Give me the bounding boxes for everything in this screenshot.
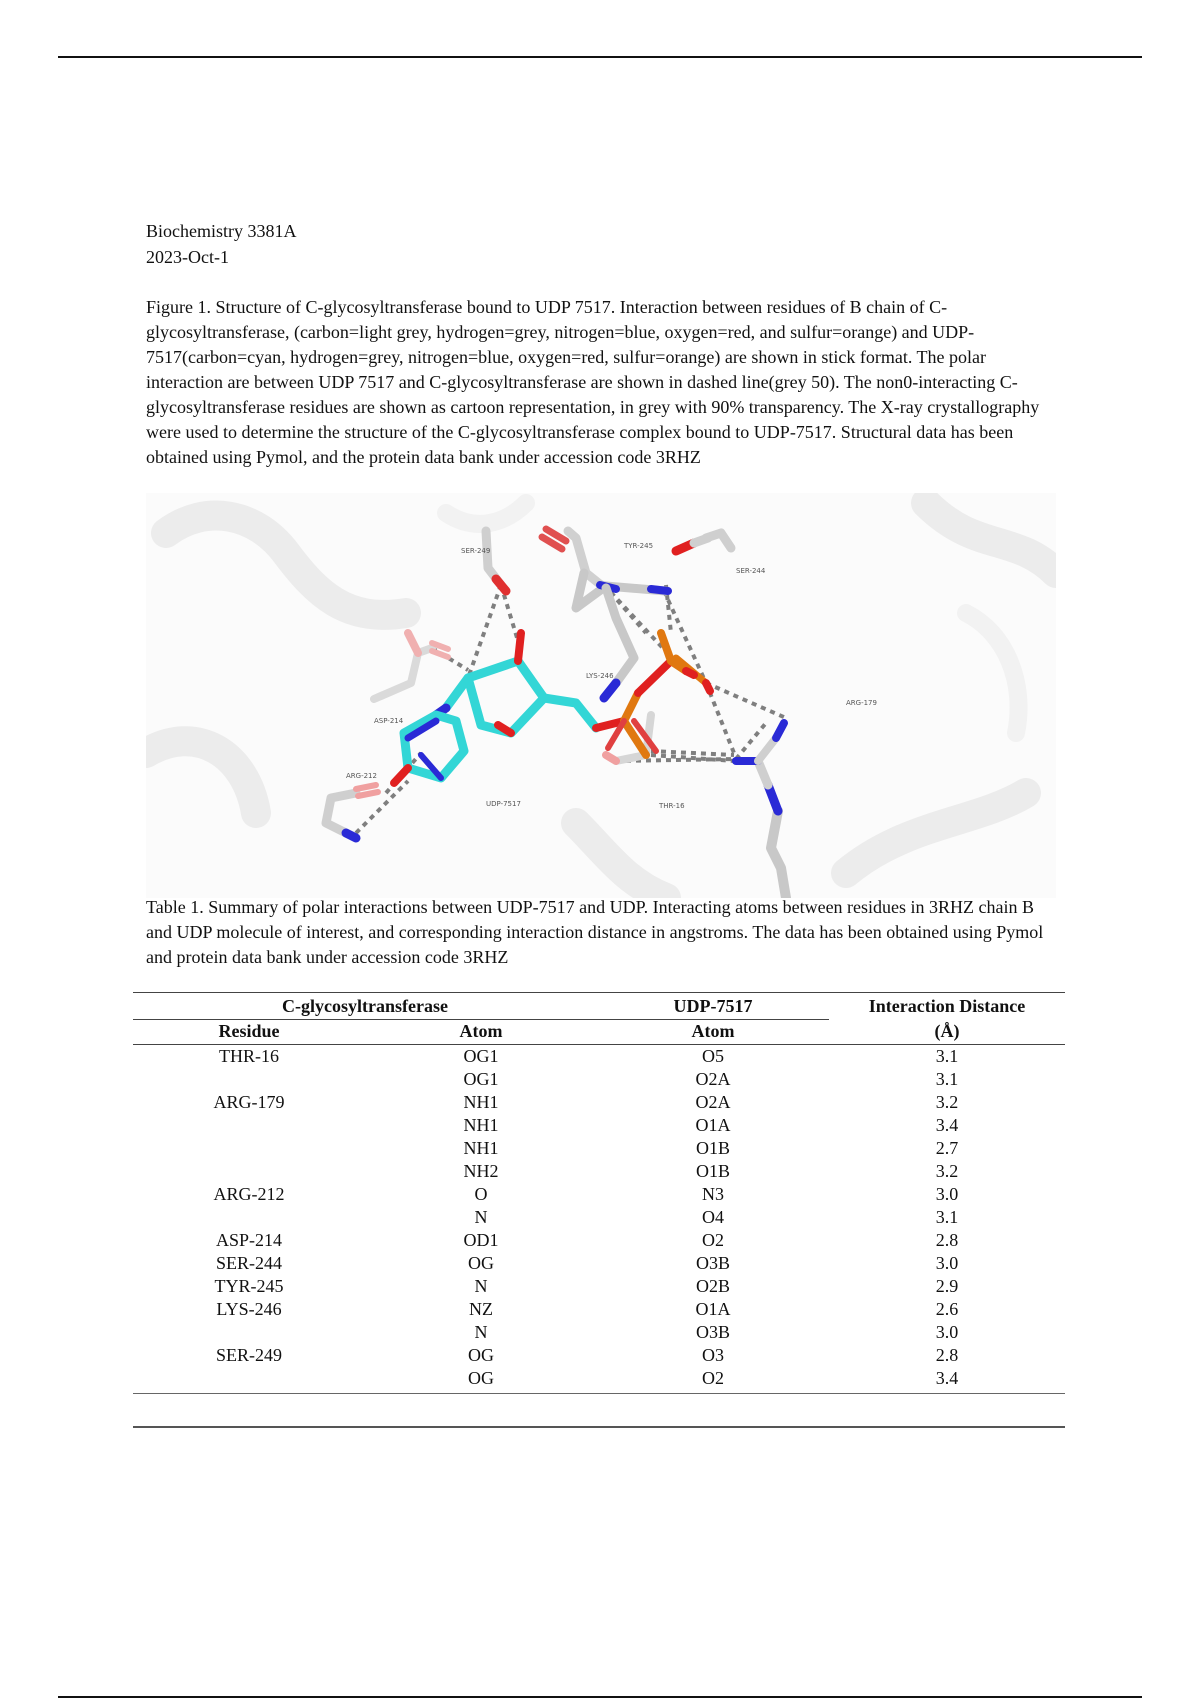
cell-distance: 2.8	[935, 1345, 959, 1365]
cell-ligand-atom: O3	[702, 1345, 724, 1365]
cell-distance: 3.4	[829, 1367, 1065, 1394]
cell-protein-atom: N	[474, 1322, 488, 1342]
cell-ligand-atom: O2A	[695, 1069, 731, 1089]
cell-distance: 3.1	[935, 1046, 959, 1066]
cell-residue	[133, 1367, 365, 1394]
table-row	[133, 1229, 1065, 1252]
cell-distance: 3.0	[935, 1184, 959, 1204]
table-row	[133, 1275, 1065, 1298]
cell-distance: 3.2	[935, 1161, 959, 1181]
cell-residue: SER-244	[215, 1253, 282, 1273]
column-header-ligand-atom: Atom	[597, 1020, 829, 1045]
cell-residue: THR-16	[219, 1046, 279, 1066]
structure-render	[146, 493, 1056, 898]
interaction-table-container	[133, 992, 1065, 1394]
cell-ligand-atom: O1A	[695, 1299, 731, 1319]
table-row	[133, 1114, 1065, 1137]
cell-residue: LYS-246	[216, 1299, 282, 1319]
cell-residue: SER-249	[215, 1345, 282, 1365]
cell-protein-atom: OD1	[463, 1230, 499, 1250]
table-row	[133, 1045, 1065, 1069]
cell-protein-atom: NZ	[469, 1299, 493, 1319]
distance-header-unit: (Å)	[934, 1020, 960, 1041]
cell-residue	[133, 1137, 365, 1160]
molecular-structure-figure	[146, 493, 1056, 898]
polar-contacts	[356, 585, 786, 833]
table-row	[133, 1367, 1065, 1394]
group-header-protein: C-glycosyltransferase	[133, 993, 597, 1020]
cell-ligand-atom: O1B	[695, 1161, 730, 1181]
label-ser-244: SER-244	[736, 567, 766, 575]
cell-residue	[133, 1321, 365, 1344]
cell-ligand-atom: N3	[702, 1184, 724, 1204]
cell-residue: ARG-179	[213, 1092, 285, 1112]
bottom-page-rule	[58, 1696, 1142, 1698]
cell-distance: 3.4	[935, 1115, 959, 1135]
document-date: 2023-Oct-1	[146, 247, 229, 267]
cell-protein-atom: OG	[365, 1367, 597, 1394]
table-bottom-rule	[133, 1426, 1065, 1428]
cell-ligand-atom: O5	[702, 1046, 724, 1066]
cell-ligand-atom: O3B	[695, 1322, 730, 1342]
distance-header-line1: Interaction Distance	[829, 993, 1065, 1020]
cell-residue	[133, 1206, 365, 1229]
cell-protein-atom: OG1	[463, 1069, 499, 1089]
cell-residue	[133, 1068, 365, 1091]
cell-distance: 3.1	[935, 1069, 959, 1089]
cell-protein-atom: NH1	[463, 1115, 499, 1135]
group-header-ligand: UDP-7517	[597, 993, 829, 1020]
cell-ligand-atom: O2	[702, 1230, 724, 1250]
cell-ligand-atom: O2A	[695, 1092, 731, 1112]
cell-distance: 3.0	[935, 1253, 959, 1273]
cell-protein-atom: NH1	[463, 1092, 499, 1112]
figure-caption: Figure 1. Structure of C-glycosyltransferase bound to UDP 7517. Interaction between residues of B chain of C-glycosyltransferase, (carbon=light grey, hydrogen=grey, nitrogen=blue, oxygen=red, and sulfur=orange) and UDP-7517(carbon=cyan, hydrogen=grey, nitrogen=blue, oxygen=red, sulfur=orange) are shown in stick format. The polar interaction are between UDP 7517 and C-glycosyltransferase are shown in dashed line(grey 50). The non0-interacting C-glycosyltransferase residues are shown as cartoon representation, in grey with 90% transparency. The X-ray crystallography were used to determine the structure of the C-glycosyltransferase complex bound to UDP-7517. Structural data has been obtained using Pymol, and the protein data bank under accession code 3RHZ	[146, 297, 1040, 467]
table-row	[133, 1206, 1065, 1229]
cell-distance: 3.2	[935, 1092, 959, 1112]
table-row	[133, 1068, 1065, 1091]
cell-distance: 2.6	[935, 1299, 959, 1319]
label-lys-246: LYS-246	[586, 672, 614, 680]
label-ser-249: SER-249	[461, 547, 491, 555]
column-header-protein-atom: Atom	[365, 1020, 597, 1045]
cell-residue: ARG-212	[213, 1184, 285, 1204]
cell-protein-atom: OG	[468, 1345, 494, 1365]
cell-ligand-atom: O1A	[695, 1115, 731, 1135]
table-row	[133, 1091, 1065, 1114]
table-body	[133, 1045, 1065, 1394]
cell-protein-atom: OG	[468, 1253, 494, 1273]
table-caption: Table 1. Summary of polar interactions between UDP-7517 and UDP. Interacting atoms between residues in 3RHZ chain B and UDP molecule of interest, and corresponding interaction distance in angstroms. The data has been obtained using Pymol and protein data bank under accession code 3RHZ	[146, 897, 1044, 967]
table-row	[133, 1298, 1065, 1321]
label-arg-179: ARG-179	[846, 699, 877, 707]
cell-protein-atom: O	[474, 1184, 488, 1204]
label-tyr-245: TYR-245	[624, 542, 654, 550]
cell-protein-atom: N	[474, 1276, 488, 1296]
cell-protein-atom: N	[474, 1207, 488, 1227]
cell-residue	[133, 1114, 365, 1137]
cell-residue	[133, 1160, 365, 1183]
table-row	[133, 1183, 1065, 1206]
cell-protein-atom: OG1	[463, 1046, 499, 1066]
cell-distance: 2.8	[935, 1230, 959, 1250]
label-udp-7517: UDP-7517	[486, 800, 521, 808]
document-header	[146, 218, 297, 270]
label-asp-214: ASP-214	[374, 717, 404, 725]
cell-distance: 3.1	[935, 1207, 959, 1227]
cell-protein-atom: NH2	[463, 1161, 499, 1181]
cell-ligand-atom: O1B	[695, 1138, 730, 1158]
cell-residue: TYR-245	[214, 1276, 284, 1296]
table-row	[133, 1321, 1065, 1344]
cell-distance: 2.7	[935, 1138, 959, 1158]
table-row	[133, 1160, 1065, 1183]
cell-ligand-atom: O3B	[695, 1253, 730, 1273]
cell-protein-atom: NH1	[463, 1138, 499, 1158]
course-title: Biochemistry 3381A	[146, 221, 297, 241]
cell-ligand-atom: O2B	[695, 1276, 730, 1296]
table-row	[133, 1344, 1065, 1367]
column-header-residue: Residue	[133, 1020, 365, 1045]
table-row	[133, 1252, 1065, 1275]
cell-ligand-atom: O2	[597, 1367, 829, 1394]
label-thr-16: THR-16	[659, 802, 685, 810]
table-row	[133, 1137, 1065, 1160]
label-arg-212: ARG-212	[346, 772, 377, 780]
cell-distance: 3.0	[935, 1322, 959, 1342]
cell-distance: 2.9	[935, 1276, 959, 1296]
cell-residue: ASP-214	[215, 1230, 282, 1250]
polar-interaction-table	[133, 992, 1065, 1394]
top-page-rule	[58, 56, 1142, 58]
cell-ligand-atom: O4	[702, 1207, 724, 1227]
